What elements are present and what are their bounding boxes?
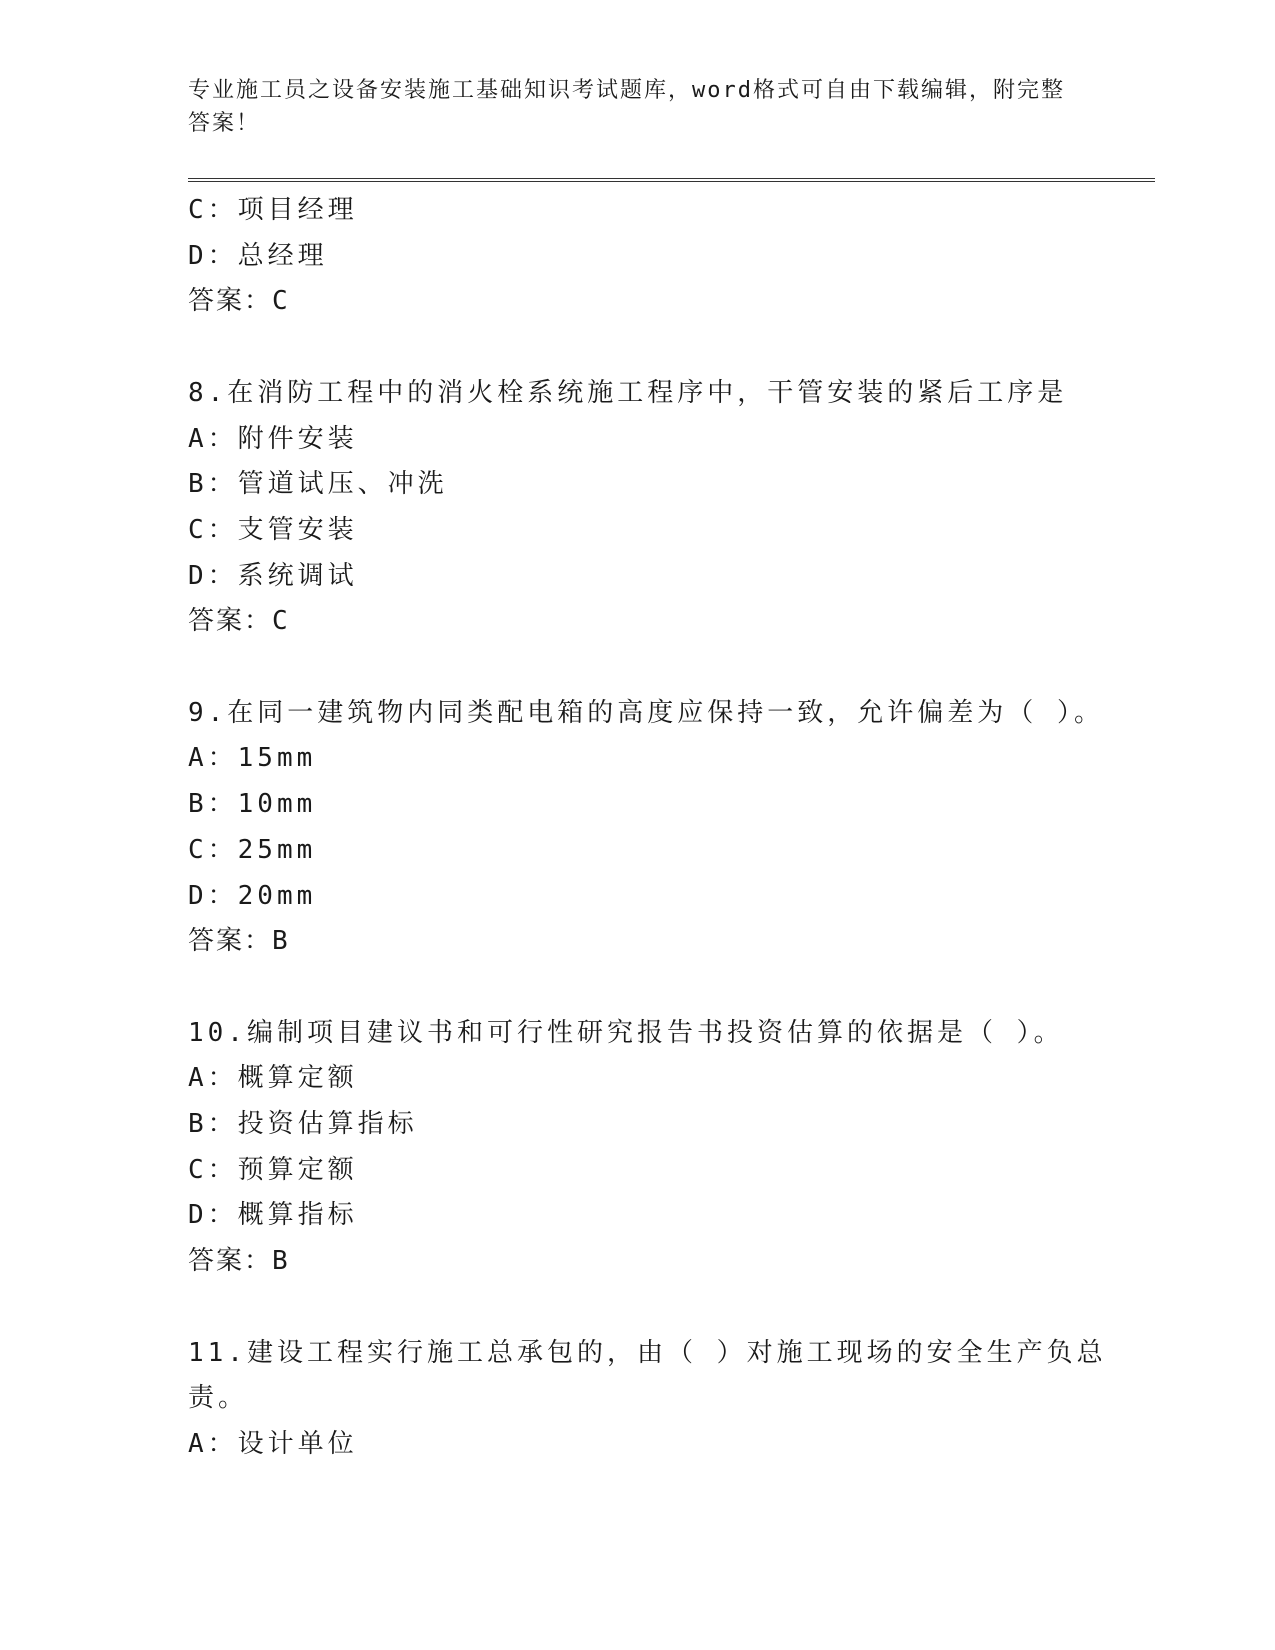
spacer <box>188 965 1068 1011</box>
answer-line: 答案：B <box>188 1246 290 1277</box>
option-b: B：10mm <box>188 789 317 820</box>
spacer <box>188 325 1068 371</box>
question-stem-8: 8.在消防工程中的消火栓系统施工程序中，干管安装的紧后工序是 <box>188 377 1068 408</box>
answer-line: 答案：B <box>188 926 290 957</box>
option-a: A：附件安装 <box>188 423 358 454</box>
option-a: A：概算定额 <box>188 1063 358 1094</box>
spacer <box>188 645 1068 691</box>
header-divider <box>188 178 1155 182</box>
option-d: D：20mm <box>188 880 317 911</box>
option-c: C：预算定额 <box>188 1154 358 1185</box>
option-c: C：项目经理 <box>188 195 358 225</box>
option-d: D：总经理 <box>188 240 328 271</box>
document-header: 专业施工员之设备安装施工基础知识考试题库，word格式可自由下载编辑，附完整答案！ <box>188 78 1065 136</box>
option-a: A：15mm <box>188 743 317 774</box>
answer-line: 答案：C <box>188 286 290 317</box>
question-stem-10: 10.编制项目建议书和可行性研究报告书投资估算的依据是（ ）。 <box>188 1017 1064 1048</box>
option-b: B：管道试压、冲洗 <box>188 469 448 500</box>
answer-line: 答案：C <box>188 606 290 637</box>
option-a: A：设计单位 <box>188 1428 358 1459</box>
spacer <box>188 1285 1068 1331</box>
question-list <box>188 188 1107 1468</box>
option-d: D：系统调试 <box>188 560 358 591</box>
option-c: C：25mm <box>188 834 317 865</box>
question-stem-11-continued: 责。 <box>188 1383 249 1414</box>
option-d: D：概算指标 <box>188 1200 358 1231</box>
option-b: B：投资估算指标 <box>188 1109 418 1140</box>
question-stem-11: 11.建设工程实行施工总承包的，由（ ）对施工现场的安全生产负总 <box>188 1337 1107 1368</box>
option-c: C：支管安装 <box>188 514 358 545</box>
question-stem-9: 9.在同一建筑物内同类配电箱的高度应保持一致，允许偏差为（ ）。 <box>188 697 1104 728</box>
